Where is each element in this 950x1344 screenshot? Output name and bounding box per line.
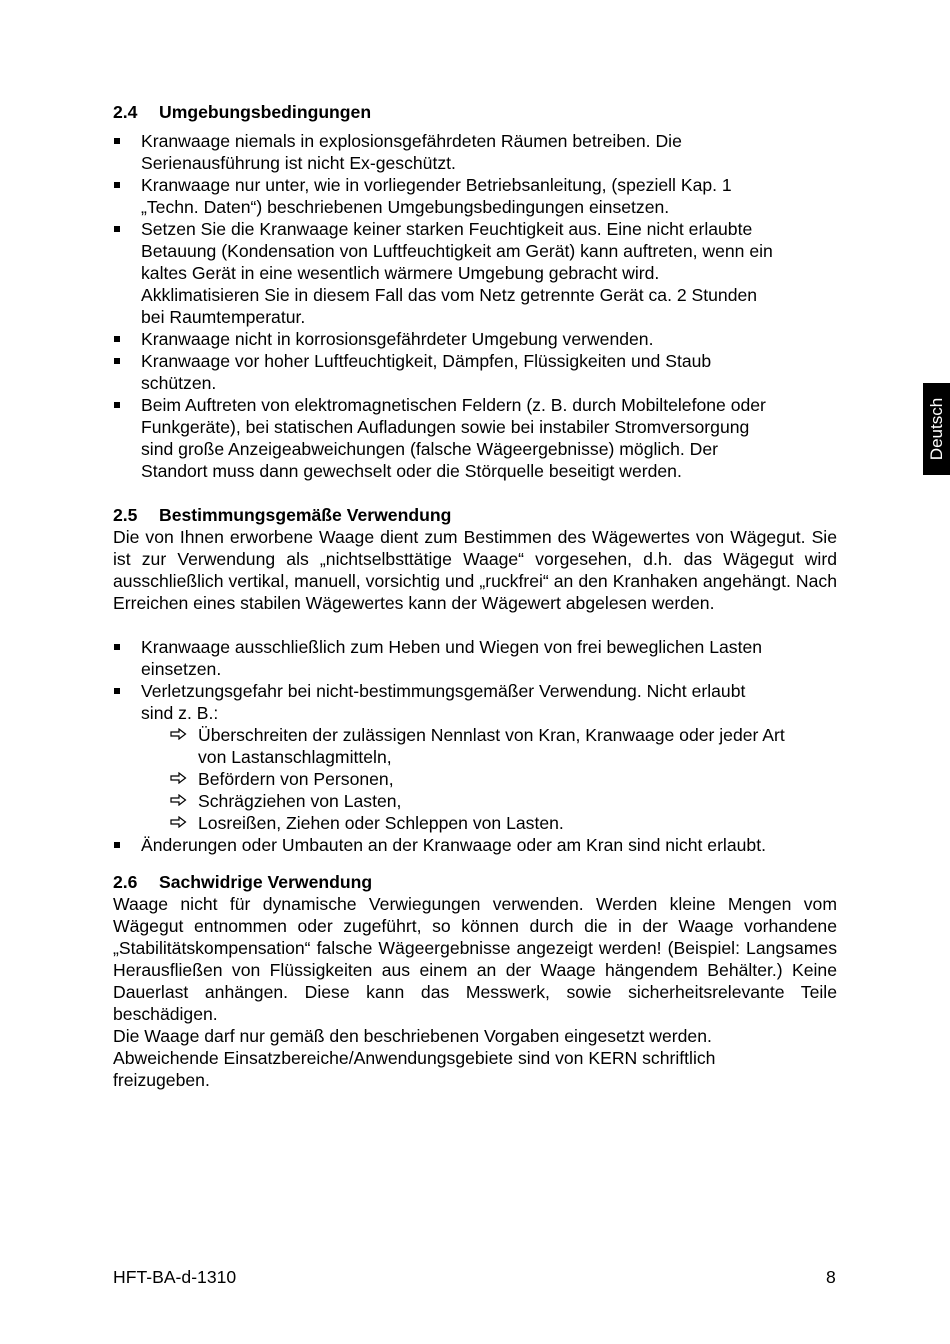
footer-document-id: HFT-BA-d-1310 (113, 1267, 237, 1287)
bullet-list (113, 636, 837, 856)
language-tab-label: Deutsch (926, 397, 946, 461)
text-line: Losreißen, Ziehen oder Schleppen von Lasten. (198, 813, 564, 833)
text-line: kaltes Gerät in eine wesentlich wärmere Umgebung gebracht wird. (141, 263, 660, 283)
text-line: Abweichende Einsatzbereiche/Anwendungsgebiete sind von KERN schriftlich (113, 1048, 716, 1068)
section-heading (113, 871, 837, 893)
bullet-item (113, 350, 837, 394)
text-line: Überschreiten der zulässigen Nennlast von Kran, Kranwaage oder jeder Art (198, 725, 785, 745)
arrow-right-icon (170, 816, 187, 828)
section-paragraph: Waage nicht für dynamische Verwiegungen verwenden. Werden kleine Mengen vom Wägegut entnommen oder zugeführt, so können durch die in der Waage vorhandene „Stabilitätskompensation“ falsche Wägeergebnisse angezeigt werden! (Beispiel: Langsames Herausfließen von Flüssigkeiten aus einem an der Waage hängendem Behälter.) Keine Dauerlast anhängen. Diese kann das Messwerk, sowie sicherheitsrelevante Teile beschädigen. (113, 894, 837, 1024)
bullet-item (113, 636, 837, 680)
text-line: Beim Auftreten von elektromagnetischen Feldern (z. B. durch Mobiltelefone oder (141, 395, 766, 415)
text-line: Kranwaage nur unter, wie in vorliegender Betriebsanleitung, (speziell Kap. 1 (141, 175, 732, 195)
section-title: Bestimmungsgemäße Verwendung (159, 505, 452, 525)
arrow-right-icon (170, 772, 187, 784)
text-line: schützen. (141, 373, 217, 393)
bullet-item (113, 130, 837, 174)
bullet-text (141, 680, 837, 724)
text-line: Verletzungsgefahr bei nicht-bestimmungsgemäßer Verwendung. Nicht erlaubt (141, 681, 746, 701)
text-line: sind große Anzeigeabweichungen (falsche Wägeergebnisse) möglich. Der (141, 439, 719, 459)
text-line: Standort muss dann gewechselt oder die Störquelle beseitigt werden. (141, 461, 682, 481)
text-line: Die Waage darf nur gemäß den beschriebenen Vorgaben eingesetzt werden. (113, 1026, 712, 1046)
text-line: Kranwaage niemals in explosionsgefährdeten Räumen betreiben. Die (141, 131, 682, 151)
text-line: Kranwaage vor hoher Luftfeuchtigkeit, Dämpfen, Flüssigkeiten und Staub (141, 351, 712, 371)
arrow-sublist (141, 724, 837, 834)
bullet-item (113, 328, 837, 350)
text-line: einsetzen. (141, 659, 222, 679)
section-2-4 (113, 101, 837, 482)
section-number: 2.5 (113, 505, 138, 525)
text-line: „Techn. Daten“) beschriebenen Umgebungsbedingungen einsetzen. (141, 197, 670, 217)
text-line: Setzen Sie die Kranwaage keiner starken Feuchtigkeit aus. Eine nicht erlaubte (141, 219, 753, 239)
arrow-item (170, 768, 837, 790)
text-line: bei Raumtemperatur. (141, 307, 306, 327)
text-line: Befördern von Personen, (198, 769, 394, 789)
section-title: Umgebungsbedingungen (159, 102, 372, 122)
bullet-item (113, 680, 837, 834)
closing-paragraph (113, 1025, 837, 1091)
bullet-item (113, 834, 837, 856)
section-number: 2.4 (113, 102, 138, 122)
bullet-list (113, 130, 837, 482)
text-line: freizugeben. (113, 1070, 210, 1090)
text-line: von Lastanschlagmitteln, (198, 747, 392, 767)
text-line: Änderungen oder Umbauten an der Kranwaage oder am Kran sind nicht erlaubt. (141, 835, 766, 855)
section-title: Sachwidrige Verwendung (159, 872, 373, 892)
arrow-item (170, 724, 837, 768)
bullet-item (113, 218, 837, 328)
text-line: Kranwaage ausschließlich zum Heben und Wiegen von frei beweglichen Lasten (141, 637, 763, 657)
section-paragraph: Die von Ihnen erworbene Waage dient zum Bestimmen des Wägewertes von Wägegut. Sie ist zur Verwendung als „nichtselbsttätige Waage“ vorgesehen, d.h. das Wägegut wird ausschließlich vertikal, manuell, vorsichtig und „ruckfrei“ an den Kranhaken angehängt. Nach Erreichen eines stabilen Wägewertes kann der Wägewert abgelesen werden. (113, 527, 837, 613)
text-line: Schrägziehen von Lasten, (198, 791, 402, 811)
text-line: Betauung (Kondensation von Luftfeuchtigkeit am Gerät) kann auftreten, wenn ein (141, 241, 773, 261)
text-line: Kranwaage nicht in korrosionsgefährdeter Umgebung verwenden. (141, 329, 654, 349)
arrow-item (170, 812, 837, 834)
arrow-right-icon (170, 794, 187, 806)
section-heading (113, 101, 837, 123)
page-content (113, 101, 837, 1091)
bullet-item (113, 394, 837, 482)
text-line: sind z. B.: (141, 703, 219, 723)
section-2-6 (113, 871, 837, 1091)
text-line: Serienausführung ist nicht Ex-geschützt. (141, 153, 456, 173)
text-line: Funkgeräte), bei statischen Aufladungen sowie bei instabiler Stromversorgung (141, 417, 750, 437)
footer-page-number: 8 (826, 1267, 836, 1287)
arrow-right-icon (170, 728, 187, 740)
arrow-item (170, 790, 837, 812)
section-2-5 (113, 504, 837, 856)
bullet-item (113, 174, 837, 218)
section-number: 2.6 (113, 872, 138, 892)
section-heading (113, 504, 837, 526)
text-line: Akklimatisieren Sie in diesem Fall das vom Netz getrennte Gerät ca. 2 Stunden (141, 285, 758, 305)
language-tab (923, 383, 950, 475)
